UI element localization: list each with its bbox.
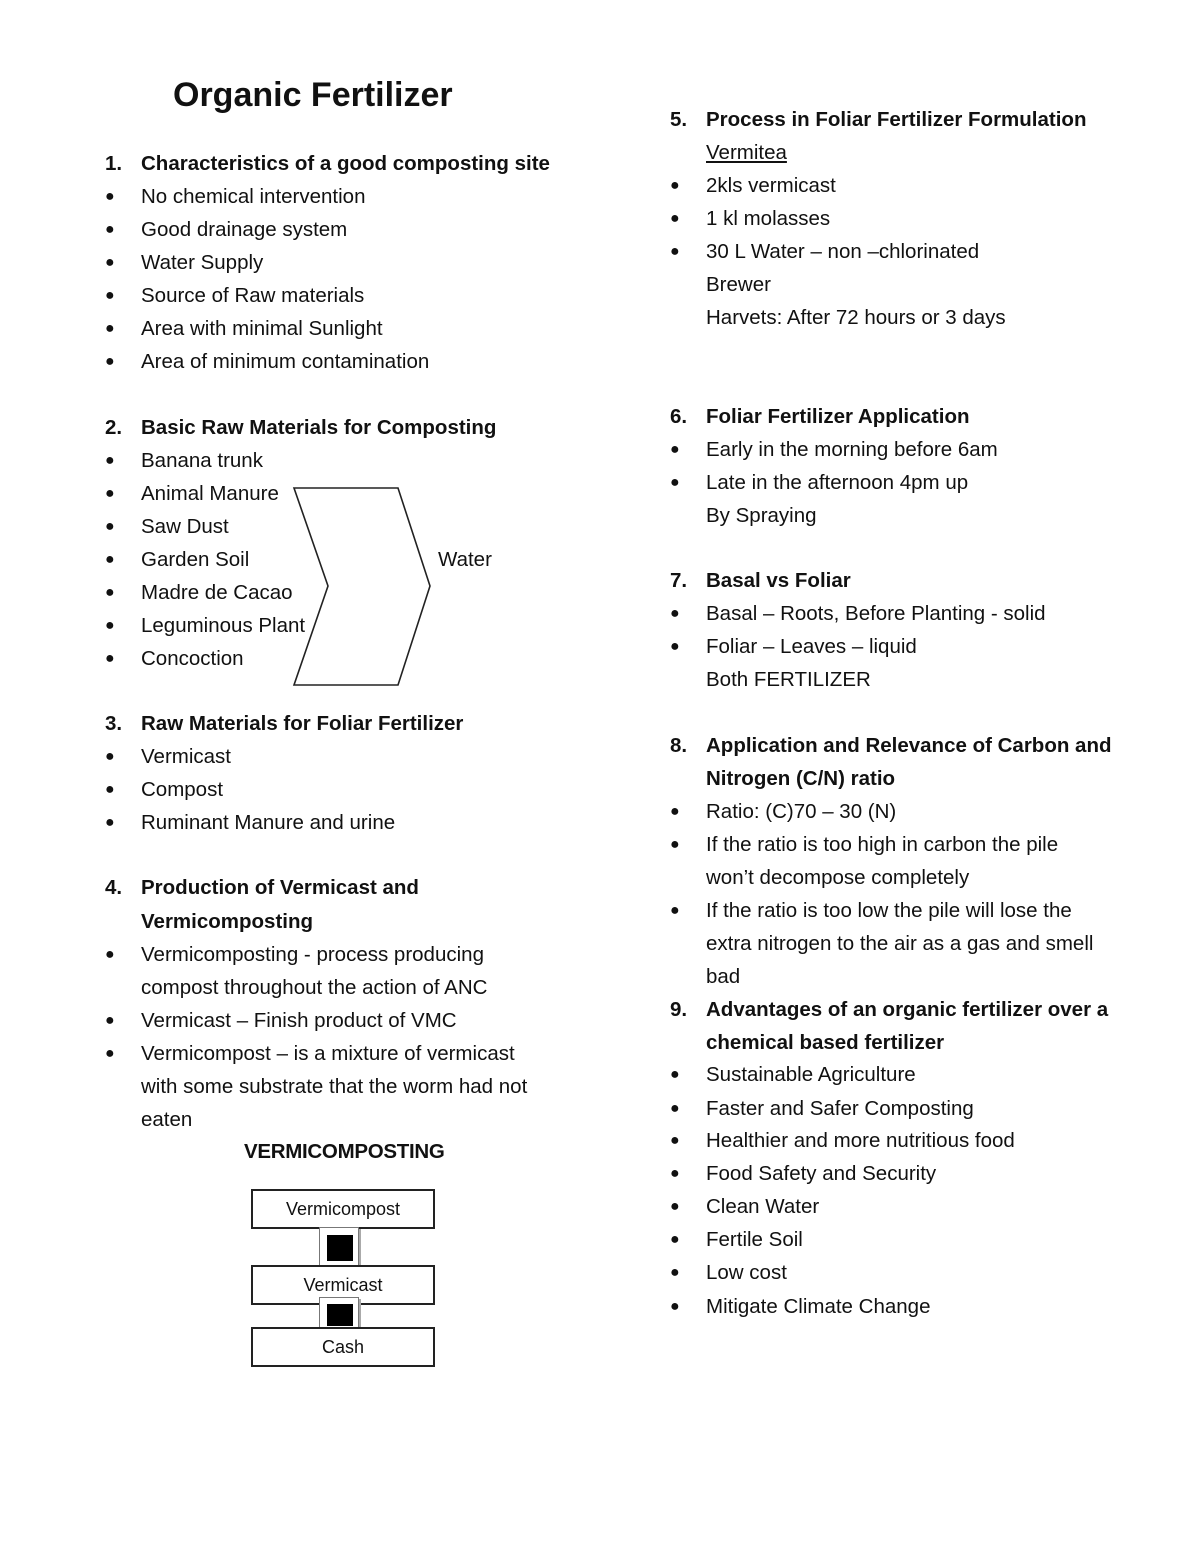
list-item: Vermicompost – is a mixture of vermicast: [141, 1042, 515, 1065]
bullet-icon: ●: [105, 485, 115, 502]
list-item: 1 kl molasses: [706, 207, 831, 230]
list-item: Madre de Cacao: [141, 581, 293, 604]
bullet-icon: ●: [670, 803, 680, 820]
section-heading-cont: Vermicomposting: [141, 910, 314, 933]
bullet-icon: ●: [105, 353, 115, 370]
section-heading: Production of Vermicast and: [141, 876, 419, 899]
section-number: 7.: [670, 569, 688, 592]
bullet-icon: ●: [670, 638, 680, 655]
list-item: Vermicomposting - process producing: [141, 943, 484, 966]
list-item-cont: extra nitrogen to the air as a gas and smell: [706, 932, 1094, 955]
bullet-icon: ●: [105, 188, 115, 205]
sub-heading: Vermitea: [706, 141, 787, 164]
list-item: Clean Water: [706, 1195, 820, 1218]
list-item: Early in the morning before 6am: [706, 438, 998, 461]
list-item: Foliar – Leaves – liquid: [706, 635, 917, 658]
bullet-icon: ●: [670, 1298, 680, 1315]
list-item: Compost: [141, 778, 224, 801]
list-item: Leguminous Plant: [141, 614, 306, 637]
list-item: Vermicast – Finish product of VMC: [141, 1009, 457, 1032]
bullet-icon: ●: [105, 452, 115, 469]
bullet-icon: ●: [105, 617, 115, 634]
chevron-arrow-icon: [280, 480, 440, 692]
connector-square-icon: [319, 1227, 359, 1267]
bullet-icon: ●: [105, 1012, 115, 1029]
bullet-icon: ●: [105, 814, 115, 831]
bullet-icon: ●: [105, 946, 115, 963]
bullet-icon: ●: [670, 243, 680, 260]
list-item-cont: with some substrate that the worm had not: [141, 1075, 528, 1098]
bullet-icon: ●: [105, 650, 115, 667]
section-number: 8.: [670, 734, 688, 757]
list-item: Basal – Roots, Before Planting - solid: [706, 602, 1046, 625]
section-heading-cont: chemical based fertilizer: [706, 1031, 945, 1054]
diagram-box-vermicompost: Vermicompost: [251, 1189, 435, 1229]
list-item: Late in the afternoon 4pm up: [706, 471, 969, 494]
bullet-icon: ●: [105, 221, 115, 238]
bullet-icon: ●: [105, 254, 115, 271]
note-text: Both FERTILIZER: [706, 668, 871, 691]
bullet-icon: ●: [105, 287, 115, 304]
list-item: 2kls vermicast: [706, 174, 836, 197]
bullet-icon: ●: [105, 320, 115, 337]
bullet-icon: ●: [670, 836, 680, 853]
bullet-icon: ●: [670, 1264, 680, 1281]
diagram-box-vermicast: Vermicast: [251, 1265, 435, 1305]
list-item: Good drainage system: [141, 218, 348, 241]
list-item: Garden Soil: [141, 548, 250, 571]
section-heading-cont: Nitrogen (C/N) ratio: [706, 767, 896, 790]
diagram-box-cash: Cash: [251, 1327, 435, 1367]
section-number: 1.: [105, 152, 123, 175]
note-text: By Spraying: [706, 504, 817, 527]
section-heading: Process in Foliar Fertilizer Formulation: [706, 108, 1087, 131]
list-item: Area of minimum contamination: [141, 350, 430, 373]
arrow-label: Water: [438, 548, 492, 571]
list-item: Mitigate Climate Change: [706, 1295, 931, 1318]
list-item-cont: bad: [706, 965, 741, 988]
list-item: Faster and Safer Composting: [706, 1097, 974, 1120]
section-heading: Advantages of an organic fertilizer over a: [706, 998, 1109, 1021]
bullet-icon: ●: [105, 748, 115, 765]
list-item: Concoction: [141, 647, 244, 670]
bullet-icon: ●: [105, 584, 115, 601]
section-number: 3.: [105, 712, 123, 735]
section-number: 6.: [670, 405, 688, 428]
page-title: Organic Fertilizer: [173, 76, 453, 114]
bullet-icon: ●: [670, 902, 680, 919]
list-item: Vermicast: [141, 745, 231, 768]
list-item: 30 L Water – non –chlorinated: [706, 240, 980, 263]
note-text: Harvets: After 72 hours or 3 days: [706, 306, 1006, 329]
bullet-icon: ●: [105, 781, 115, 798]
bullet-icon: ●: [670, 1198, 680, 1215]
list-item: Source of Raw materials: [141, 284, 365, 307]
bullet-icon: ●: [670, 1100, 680, 1117]
list-item-cont: won’t decompose completely: [706, 866, 970, 889]
list-item: Healthier and more nutritious food: [706, 1129, 1015, 1152]
bullet-icon: ●: [105, 518, 115, 535]
diagram-title: VERMICOMPOSTING: [244, 1140, 445, 1163]
list-item: Sustainable Agriculture: [706, 1063, 916, 1086]
section-number: 9.: [670, 998, 688, 1021]
list-item: Low cost: [706, 1261, 787, 1284]
list-item: Fertile Soil: [706, 1228, 803, 1251]
section-heading: Basal vs Foliar: [706, 569, 851, 592]
section-heading: Application and Relevance of Carbon and: [706, 734, 1112, 757]
bullet-icon: ●: [670, 1066, 680, 1083]
list-item: Animal Manure: [141, 482, 279, 505]
bullet-icon: ●: [670, 210, 680, 227]
section-heading: Characteristics of a good composting site: [141, 152, 550, 175]
bullet-icon: ●: [670, 177, 680, 194]
bullet-icon: ●: [670, 1231, 680, 1248]
list-item: Food Safety and Security: [706, 1162, 937, 1185]
bullet-icon: ●: [670, 1165, 680, 1182]
list-item: If the ratio is too high in carbon the pile: [706, 833, 1059, 856]
section-heading: Foliar Fertilizer Application: [706, 405, 970, 428]
list-item: No chemical intervention: [141, 185, 366, 208]
list-item: If the ratio is too low the pile will lose the: [706, 899, 1072, 922]
bullet-icon: ●: [670, 474, 680, 491]
note-text: Brewer: [706, 273, 771, 296]
section-heading: Raw Materials for Foliar Fertilizer: [141, 712, 464, 735]
section-heading: Basic Raw Materials for Composting: [141, 416, 497, 439]
list-item: Water Supply: [141, 251, 264, 274]
section-number: 4.: [105, 876, 123, 899]
bullet-icon: ●: [670, 605, 680, 622]
section-number: 5.: [670, 108, 688, 131]
list-item: Ruminant Manure and urine: [141, 811, 396, 834]
list-item: Ratio: (C)70 – 30 (N): [706, 800, 897, 823]
bullet-icon: ●: [670, 1132, 680, 1149]
list-item-cont: eaten: [141, 1108, 193, 1131]
bullet-icon: ●: [105, 551, 115, 568]
section-number: 2.: [105, 416, 123, 439]
list-item: Area with minimal Sunlight: [141, 317, 383, 340]
list-item-cont: compost throughout the action of ANC: [141, 976, 488, 999]
list-item: Saw Dust: [141, 515, 229, 538]
bullet-icon: ●: [670, 441, 680, 458]
bullet-icon: ●: [105, 1045, 115, 1062]
list-item: Banana trunk: [141, 449, 263, 472]
